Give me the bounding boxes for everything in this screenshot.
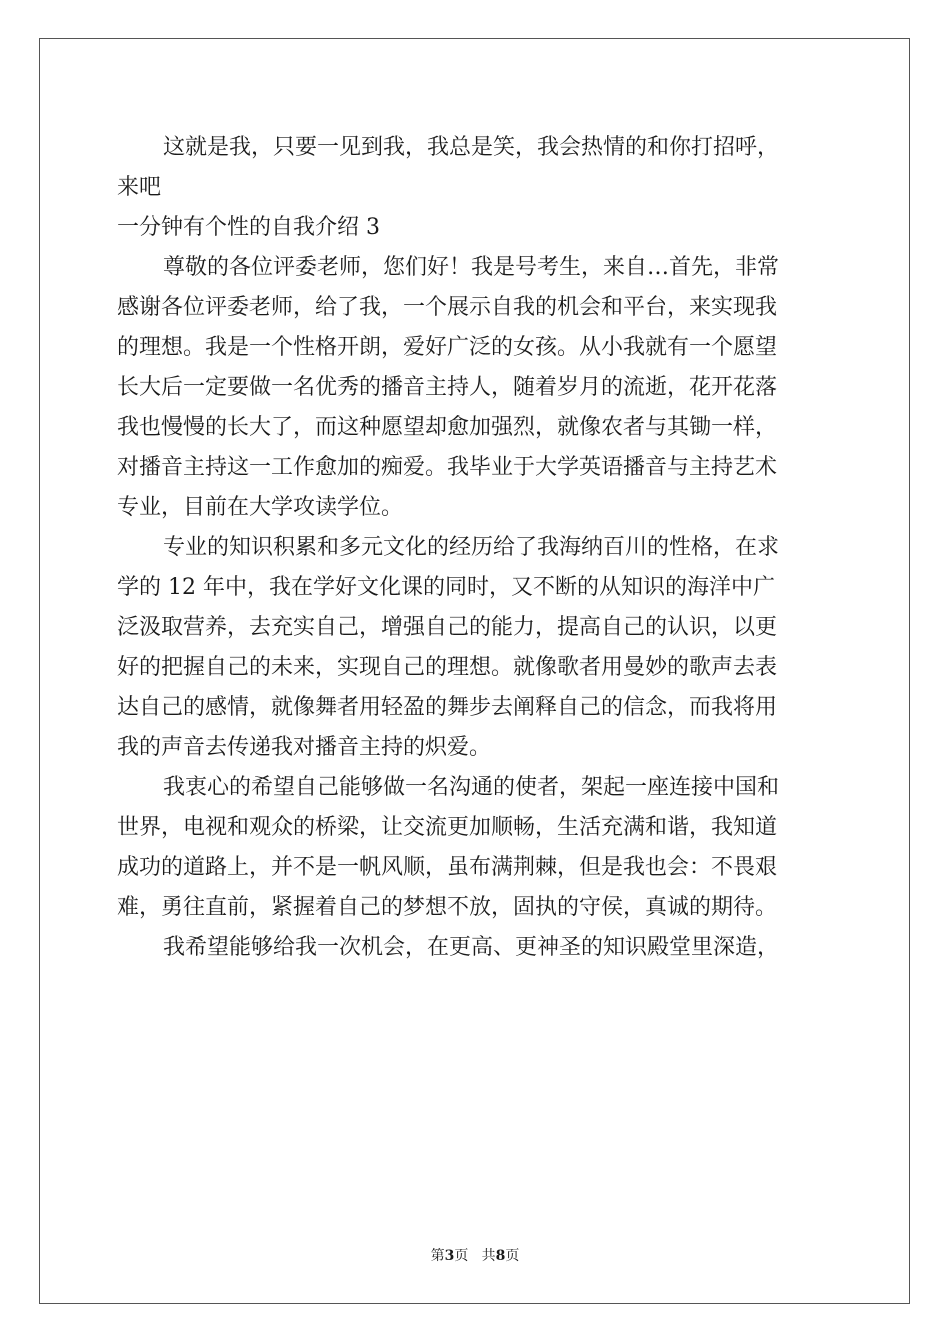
text-line: 我也慢慢的长大了，而这种愿望却愈加强烈，就像农者与其锄一样，: [117, 415, 778, 440]
text-line: 这就是我，只要一见到我，我总是笑，我会热情的和你打招呼，: [163, 135, 780, 160]
text-line: 成功的道路上，并不是一帆风顺，虽布满荆棘，但是我也会：不畏艰: [117, 855, 778, 880]
total-prefix: 共: [481, 1248, 496, 1264]
text-line: 的理想。我是一个性格开朗，爱好广泛的女孩。从小我就有一个愿望: [117, 335, 778, 360]
text-line: 尊敬的各位评委老师，您们好！我是号考生，来自…首先，非常: [163, 255, 780, 280]
document-body: [117, 128, 837, 968]
text-line: 专业，目前在大学攻读学位。: [117, 495, 404, 520]
text-line: 难，勇往直前，紧握着自己的梦想不放，固执的守侯，真诚的期待。: [117, 895, 778, 920]
total-suffix: 页: [505, 1248, 520, 1264]
text-line: 专业的知识积累和多元文化的经历给了我海纳百川的性格，在求: [163, 535, 780, 560]
page-suffix: 页: [454, 1248, 469, 1264]
text-line: 来吧: [117, 175, 162, 200]
text-line: 我希望能够给我一次机会，在更高、更神圣的知识殿堂里深造，: [163, 935, 780, 960]
text-line: 感谢各位评委老师，给了我，一个展示自我的机会和平台，来实现我: [117, 295, 778, 320]
text-line: 我衷心的希望自己能够做一名沟通的使者，架起一座连接中国和: [163, 775, 780, 800]
text-line: 对播音主持这一工作愈加的痴爱。我毕业于大学英语播音与主持艺术: [117, 455, 778, 480]
paragraph: [117, 248, 837, 528]
text-line: 好的把握自己的未来，实现自己的理想。就像歌者用曼妙的歌声去表: [117, 655, 778, 680]
page-prefix: 第: [430, 1248, 445, 1264]
paragraph: [117, 768, 837, 928]
text-line: 达自己的感情，就像舞者用轻盈的舞步去阐释自己的信念，而我将用: [117, 695, 778, 720]
text-line: 长大后一定要做一名优秀的播音主持人，随着岁月的流逝，花开花落: [117, 375, 778, 400]
total-pages: 8: [495, 1248, 506, 1264]
page-footer: [0, 1246, 950, 1266]
page-number: 3: [444, 1248, 455, 1264]
paragraph: [117, 928, 837, 968]
text-line: 我的声音去传递我对播音主持的炽爱。: [117, 735, 492, 760]
section-heading: [117, 208, 837, 248]
text-line: 世界，电视和观众的桥梁，让交流更加顺畅，生活充满和谐，我知道: [117, 815, 778, 840]
text-line: 泛汲取营养，去充实自己，增强自己的能力，提高自己的认识，以更: [117, 615, 778, 640]
paragraph: [117, 128, 837, 208]
text-line: 学的 12 年中，我在学好文化课的同时，又不断的从知识的海洋中广: [117, 575, 775, 600]
section-heading-text: 一分钟有个性的自我介绍 3: [117, 215, 380, 240]
paragraph: [117, 528, 837, 768]
